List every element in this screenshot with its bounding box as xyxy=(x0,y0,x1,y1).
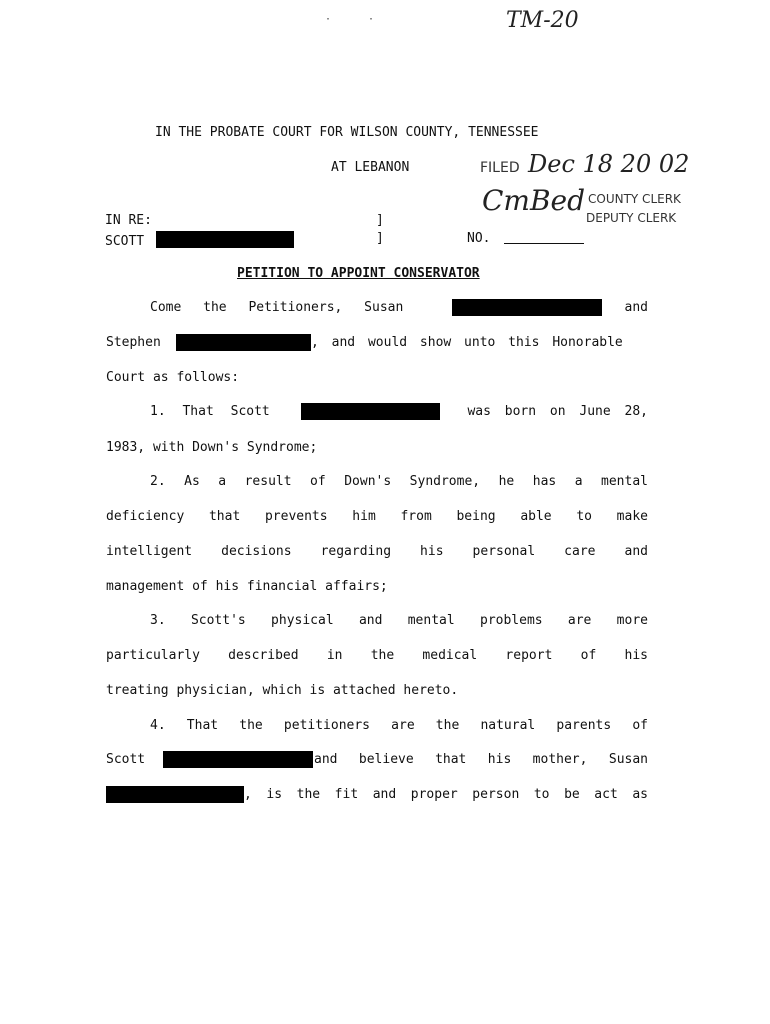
respondent-first-name: SCOTT xyxy=(105,234,145,249)
redaction-bar xyxy=(106,786,244,803)
scan-dot: · xyxy=(325,14,332,25)
redaction-bar xyxy=(156,231,294,248)
stamp-filed-label: FILED xyxy=(480,160,520,176)
case-number-label: NO. xyxy=(467,231,491,246)
caption-bracket: ] xyxy=(376,231,384,246)
caption-bracket: ] xyxy=(376,213,384,228)
body-text: was born on June 28, xyxy=(467,404,648,419)
body-line-2 xyxy=(106,335,648,350)
body-line-10: 3. Scott's physical and mental problems are more xyxy=(150,613,648,628)
body-line-8: intelligent decisions regarding his personal care and xyxy=(106,544,648,559)
body-text: Scott xyxy=(106,752,146,767)
case-number xyxy=(467,231,584,246)
court-location: AT LEBANON xyxy=(331,160,410,175)
body-line-5: 1983, with Down's Syndrome; xyxy=(106,440,318,455)
body-line-1 xyxy=(150,300,648,315)
court-heading: IN THE PROBATE COURT FOR WILSON COUNTY, TENNESSEE xyxy=(155,125,539,140)
body-text: 1. That Scott xyxy=(150,404,270,419)
handwritten-note: TM-20 xyxy=(506,8,579,33)
body-text: and xyxy=(624,300,648,315)
body-line-4 xyxy=(150,404,648,419)
body-text: Stephen xyxy=(106,335,161,350)
body-line-7: deficiency that prevents him from being able to make xyxy=(106,509,648,524)
body-line-9: management of his financial affairs; xyxy=(106,579,388,594)
body-line-11: particularly described in the medical report of his xyxy=(106,648,648,663)
in-re-label: IN RE: xyxy=(105,213,152,228)
body-text: , is the fit and proper person to be act as xyxy=(244,787,648,802)
body-line-6: 2. As a result of Down's Syndrome, he has a mental xyxy=(150,474,648,489)
redaction-bar xyxy=(452,299,602,316)
respondent-name xyxy=(105,231,294,249)
stamp-clerk-line1: COUNTY CLERK xyxy=(588,192,681,206)
document-title: PETITION TO APPOINT CONSERVATOR xyxy=(237,266,480,281)
body-text: Come the Petitioners, Susan xyxy=(150,300,404,315)
body-text: , and would show unto this Honorable xyxy=(311,335,623,350)
redaction-bar xyxy=(301,403,440,420)
clerk-signature: CmBed xyxy=(482,184,586,217)
body-line-14 xyxy=(106,752,648,767)
scan-dot: · xyxy=(368,14,375,25)
body-line-3: Court as follows: xyxy=(106,370,240,385)
stamp-date: Dec 18 20 02 xyxy=(528,150,690,178)
redaction-bar xyxy=(176,334,311,351)
body-line-12: treating physician, which is attached hereto. xyxy=(106,683,459,698)
body-text: and believe that his mother, Susan xyxy=(314,752,648,767)
stamp-clerk-line2: DEPUTY CLERK xyxy=(586,211,677,225)
case-number-blank xyxy=(504,243,584,244)
body-line-13: 4. That the petitioners are the natural parents of xyxy=(150,718,648,733)
redaction-bar xyxy=(163,751,313,768)
